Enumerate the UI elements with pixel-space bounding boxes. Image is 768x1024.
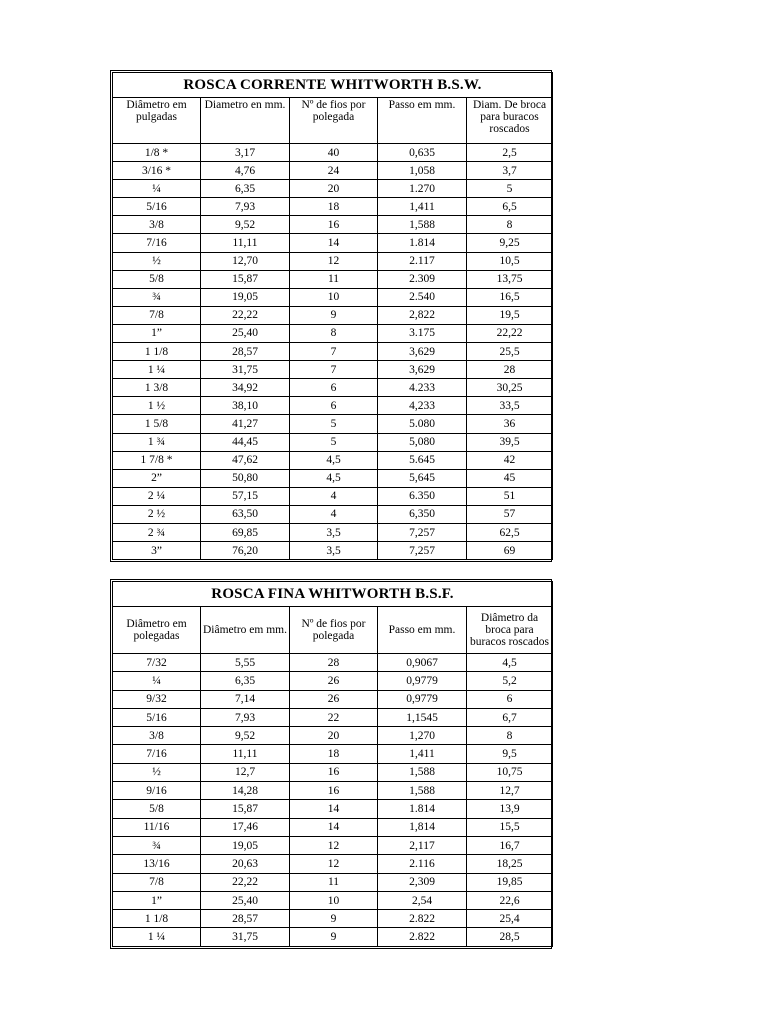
bsw-cell-diameter-mm: 38,10 [201, 397, 290, 415]
bsf-cell-diameter-inches: 7/16 [113, 745, 201, 763]
bsf-cell-pitch-mm: 0,9779 [378, 690, 467, 708]
bsf-cell-drill-diameter: 15,5 [467, 818, 553, 836]
bsf-cell-diameter-mm: 31,75 [201, 928, 290, 946]
bsw-cell-diameter-inches: 1 1/8 [113, 343, 201, 361]
bsw-cell-pitch-mm: 3.175 [378, 324, 467, 342]
bsf-cell-diameter-inches: 1 1/8 [113, 910, 201, 928]
bsw-cell-diameter-mm: 31,75 [201, 361, 290, 379]
bsw-cell-diameter-mm: 9,52 [201, 216, 290, 234]
bsw-cell-diameter-mm: 11,11 [201, 234, 290, 252]
bsw-cell-diameter-inches: 1/8 * [113, 144, 201, 162]
table-row [113, 763, 553, 781]
table-row [113, 800, 553, 818]
bsf-cell-drill-diameter: 18,25 [467, 855, 553, 873]
table-row [113, 270, 553, 288]
bsw-cell-diameter-mm: 25,40 [201, 324, 290, 342]
bsw-cell-diameter-inches: 7/16 [113, 234, 201, 252]
table-row [113, 523, 553, 541]
bsw-cell-pitch-mm: 4,233 [378, 397, 467, 415]
bsw-cell-diameter-mm: 28,57 [201, 343, 290, 361]
bsw-cell-pitch-mm: 5.645 [378, 451, 467, 469]
bsf-cell-threads-per-inch: 9 [290, 910, 378, 928]
bsw-cell-threads-per-inch: 3,5 [290, 542, 378, 560]
bsw-cell-drill-diameter: 25,5 [467, 343, 553, 361]
bsw-cell-diameter-inches: 2 ¾ [113, 523, 201, 541]
bsw-cell-pitch-mm: 2.309 [378, 270, 467, 288]
bsf-cell-threads-per-inch: 12 [290, 836, 378, 854]
bsw-cell-drill-diameter: 33,5 [467, 397, 553, 415]
bsw-cell-threads-per-inch: 4,5 [290, 451, 378, 469]
table-row [113, 180, 553, 198]
bsw-cell-pitch-mm: 2.117 [378, 252, 467, 270]
table-row [113, 708, 553, 726]
bsw-cell-drill-diameter: 42 [467, 451, 553, 469]
table-row [113, 873, 553, 891]
table-row [113, 198, 553, 216]
bsf-cell-threads-per-inch: 14 [290, 800, 378, 818]
bsw-cell-drill-diameter: 13,75 [467, 270, 553, 288]
bsw-cell-threads-per-inch: 9 [290, 306, 378, 324]
bsw-cell-drill-diameter: 9,25 [467, 234, 553, 252]
bsw-cell-threads-per-inch: 20 [290, 180, 378, 198]
bsw-cell-diameter-mm: 6,35 [201, 180, 290, 198]
bsf-cell-diameter-mm: 7,14 [201, 690, 290, 708]
table-row [113, 654, 553, 672]
bsw-cell-pitch-mm: 1,058 [378, 162, 467, 180]
bsw-cell-threads-per-inch: 5 [290, 433, 378, 451]
bsw-cell-diameter-mm: 15,87 [201, 270, 290, 288]
bsf-cell-diameter-mm: 7,93 [201, 708, 290, 726]
bsw-cell-pitch-mm: 7,257 [378, 523, 467, 541]
bsf-cell-pitch-mm: 1,1545 [378, 708, 467, 726]
bsw-cell-threads-per-inch: 40 [290, 144, 378, 162]
bsf-cell-threads-per-inch: 26 [290, 672, 378, 690]
table-row [113, 433, 553, 451]
bsf-cell-threads-per-inch: 10 [290, 891, 378, 909]
bsf-cell-diameter-inches: 3/8 [113, 727, 201, 745]
bsf-cell-drill-diameter: 4,5 [467, 654, 553, 672]
table-row [113, 891, 553, 909]
bsw-cell-diameter-mm: 47,62 [201, 451, 290, 469]
table-row [113, 672, 553, 690]
bsf-cell-drill-diameter: 19,85 [467, 873, 553, 891]
bsf-cell-pitch-mm: 2.116 [378, 855, 467, 873]
bsw-cell-drill-diameter: 30,25 [467, 379, 553, 397]
bsw-cell-drill-diameter: 10,5 [467, 252, 553, 270]
bsw-cell-pitch-mm: 6,350 [378, 505, 467, 523]
bsf-cell-pitch-mm: 1,588 [378, 763, 467, 781]
bsf-cell-drill-diameter: 28,5 [467, 928, 553, 946]
bsw-cell-threads-per-inch: 6 [290, 379, 378, 397]
bsf-cell-diameter-mm: 6,35 [201, 672, 290, 690]
bsw-cell-drill-diameter: 69 [467, 542, 553, 560]
bsf-cell-diameter-mm: 12,7 [201, 763, 290, 781]
bsw-cell-drill-diameter: 22,22 [467, 324, 553, 342]
bsw-cell-drill-diameter: 19,5 [467, 306, 553, 324]
bsf-cell-diameter-inches: 5/8 [113, 800, 201, 818]
bsw-cell-diameter-inches: 5/8 [113, 270, 201, 288]
bsf-cell-threads-per-inch: 26 [290, 690, 378, 708]
bsf-cell-threads-per-inch: 16 [290, 763, 378, 781]
bsw-cell-diameter-mm: 41,27 [201, 415, 290, 433]
bsf-cell-diameter-inches: 1 ¼ [113, 928, 201, 946]
table-row [113, 928, 553, 946]
bsw-cell-drill-diameter: 36 [467, 415, 553, 433]
bsf-cell-threads-per-inch: 18 [290, 745, 378, 763]
table-row [113, 397, 553, 415]
bsw-cell-pitch-mm: 5,080 [378, 433, 467, 451]
bsf-cell-drill-diameter: 6 [467, 690, 553, 708]
bsw-cell-pitch-mm: 1,411 [378, 198, 467, 216]
bsf-cell-drill-diameter: 25,4 [467, 910, 553, 928]
bsw-cell-diameter-inches: 1 7/8 * [113, 451, 201, 469]
table-row [113, 288, 553, 306]
bsw-cell-diameter-inches: 2 ¼ [113, 487, 201, 505]
bsw-table-title: ROSCA CORRENTE WHITWORTH B.S.W. [113, 73, 553, 98]
bsf-cell-threads-per-inch: 28 [290, 654, 378, 672]
bsw-cell-threads-per-inch: 11 [290, 270, 378, 288]
bsf-cell-pitch-mm: 2,117 [378, 836, 467, 854]
bsw-cell-threads-per-inch: 12 [290, 252, 378, 270]
bsf-cell-diameter-inches: 9/16 [113, 782, 201, 800]
bsf-cell-diameter-inches: 11/16 [113, 818, 201, 836]
bsw-cell-diameter-mm: 19,05 [201, 288, 290, 306]
bsw-cell-pitch-mm: 3,629 [378, 343, 467, 361]
bsw-cell-diameter-inches: 3” [113, 542, 201, 560]
table-row [113, 234, 553, 252]
table-row [113, 451, 553, 469]
bsw-cell-diameter-mm: 50,80 [201, 469, 290, 487]
bsf-cell-threads-per-inch: 12 [290, 855, 378, 873]
bsf-cell-threads-per-inch: 11 [290, 873, 378, 891]
bsw-cell-drill-diameter: 16,5 [467, 288, 553, 306]
bsw-cell-diameter-inches: 1 ¼ [113, 361, 201, 379]
bsf-cell-pitch-mm: 0,9067 [378, 654, 467, 672]
bsf-header-pitch-mm: Passo em mm. [378, 607, 467, 654]
bsw-cell-diameter-mm: 44,45 [201, 433, 290, 451]
bsf-cell-drill-diameter: 13,9 [467, 800, 553, 818]
table-row [113, 818, 553, 836]
bsw-cell-diameter-inches: 1 ½ [113, 397, 201, 415]
table-row [113, 379, 553, 397]
bsw-cell-diameter-inches: 7/8 [113, 306, 201, 324]
bsf-cell-pitch-mm: 2,309 [378, 873, 467, 891]
bsw-cell-threads-per-inch: 24 [290, 162, 378, 180]
bsf-cell-diameter-mm: 15,87 [201, 800, 290, 818]
bsf-cell-pitch-mm: 2.822 [378, 928, 467, 946]
bsf-header-diameter-inches: Diâmetro em polegadas [113, 607, 201, 654]
bsf-cell-diameter-inches: ¼ [113, 672, 201, 690]
bsf-thread-table [112, 581, 553, 947]
bsf-cell-diameter-inches: 13/16 [113, 855, 201, 873]
bsw-table-frame [110, 70, 552, 562]
table-row [113, 216, 553, 234]
bsf-cell-diameter-mm: 20,63 [201, 855, 290, 873]
bsw-header-drill-diameter: Diam. De broca para buracos roscados [467, 98, 553, 144]
table-row [113, 469, 553, 487]
bsw-cell-diameter-mm: 3,17 [201, 144, 290, 162]
bsw-cell-drill-diameter: 8 [467, 216, 553, 234]
bsf-table-frame [110, 579, 552, 949]
bsf-cell-diameter-mm: 19,05 [201, 836, 290, 854]
bsw-cell-diameter-mm: 63,50 [201, 505, 290, 523]
table-row [113, 162, 553, 180]
bsw-cell-drill-diameter: 2,5 [467, 144, 553, 162]
table-row [113, 745, 553, 763]
bsf-cell-pitch-mm: 1,588 [378, 782, 467, 800]
bsw-cell-threads-per-inch: 7 [290, 361, 378, 379]
bsw-header-threads-per-inch: Nº de fios por polegada [290, 98, 378, 144]
bsw-cell-diameter-inches: 3/16 * [113, 162, 201, 180]
bsw-cell-pitch-mm: 0,635 [378, 144, 467, 162]
bsf-cell-diameter-inches: 9/32 [113, 690, 201, 708]
table-row [113, 306, 553, 324]
bsf-cell-diameter-inches: ½ [113, 763, 201, 781]
bsf-header-diameter-mm: Diâmetro em mm. [201, 607, 290, 654]
bsw-cell-threads-per-inch: 16 [290, 216, 378, 234]
bsw-cell-drill-diameter: 28 [467, 361, 553, 379]
bsw-cell-threads-per-inch: 6 [290, 397, 378, 415]
bsw-cell-drill-diameter: 5 [467, 180, 553, 198]
table-row [113, 252, 553, 270]
bsw-cell-threads-per-inch: 8 [290, 324, 378, 342]
bsw-cell-pitch-mm: 1.270 [378, 180, 467, 198]
bsf-cell-pitch-mm: 1.814 [378, 800, 467, 818]
bsw-cell-threads-per-inch: 10 [290, 288, 378, 306]
bsf-cell-drill-diameter: 8 [467, 727, 553, 745]
bsw-cell-diameter-mm: 22,22 [201, 306, 290, 324]
bsw-cell-diameter-inches: ¼ [113, 180, 201, 198]
bsw-cell-diameter-inches: 1 3/8 [113, 379, 201, 397]
bsw-cell-diameter-mm: 76,20 [201, 542, 290, 560]
bsw-cell-drill-diameter: 45 [467, 469, 553, 487]
bsf-cell-drill-diameter: 12,7 [467, 782, 553, 800]
table-row [113, 542, 553, 560]
bsw-cell-pitch-mm: 6.350 [378, 487, 467, 505]
bsw-cell-diameter-inches: 1 5/8 [113, 415, 201, 433]
bsf-cell-diameter-mm: 5,55 [201, 654, 290, 672]
bsw-cell-diameter-mm: 69,85 [201, 523, 290, 541]
bsw-cell-drill-diameter: 51 [467, 487, 553, 505]
bsw-cell-drill-diameter: 6,5 [467, 198, 553, 216]
bsf-cell-drill-diameter: 9,5 [467, 745, 553, 763]
bsf-cell-threads-per-inch: 9 [290, 928, 378, 946]
bsf-cell-diameter-mm: 22,22 [201, 873, 290, 891]
bsf-cell-diameter-mm: 17,46 [201, 818, 290, 836]
bsw-cell-diameter-inches: 1” [113, 324, 201, 342]
bsf-cell-threads-per-inch: 22 [290, 708, 378, 726]
table-row [113, 855, 553, 873]
bsw-cell-threads-per-inch: 7 [290, 343, 378, 361]
bsw-cell-diameter-inches: 5/16 [113, 198, 201, 216]
bsf-cell-drill-diameter: 6,7 [467, 708, 553, 726]
bsf-cell-pitch-mm: 1,411 [378, 745, 467, 763]
bsf-cell-pitch-mm: 1,814 [378, 818, 467, 836]
table-row [113, 415, 553, 433]
table-row [113, 910, 553, 928]
table-row [113, 727, 553, 745]
bsw-cell-pitch-mm: 5,645 [378, 469, 467, 487]
bsf-cell-threads-per-inch: 16 [290, 782, 378, 800]
bsw-cell-pitch-mm: 7,257 [378, 542, 467, 560]
bsf-cell-diameter-inches: 1” [113, 891, 201, 909]
bsw-cell-threads-per-inch: 3,5 [290, 523, 378, 541]
table-row [113, 836, 553, 854]
table-row [113, 343, 553, 361]
bsw-cell-pitch-mm: 3,629 [378, 361, 467, 379]
bsw-cell-threads-per-inch: 5 [290, 415, 378, 433]
bsw-cell-diameter-inches: ½ [113, 252, 201, 270]
bsf-cell-diameter-inches: 7/32 [113, 654, 201, 672]
bsw-cell-drill-diameter: 39,5 [467, 433, 553, 451]
table-row [113, 782, 553, 800]
bsw-cell-diameter-inches: ¾ [113, 288, 201, 306]
bsf-cell-drill-diameter: 5,2 [467, 672, 553, 690]
table-row [113, 487, 553, 505]
bsw-cell-pitch-mm: 1.814 [378, 234, 467, 252]
bsf-header-drill-diameter: Diâmetro da broca para buracos roscados [467, 607, 553, 654]
bsw-thread-table [112, 72, 553, 560]
bsw-cell-diameter-inches: 1 ¾ [113, 433, 201, 451]
bsw-cell-threads-per-inch: 4 [290, 505, 378, 523]
bsw-header-pitch-mm: Passo em mm. [378, 98, 467, 144]
bsw-cell-diameter-mm: 12,70 [201, 252, 290, 270]
table-row [113, 324, 553, 342]
table-row [113, 361, 553, 379]
bsf-cell-pitch-mm: 1,270 [378, 727, 467, 745]
bsw-cell-diameter-mm: 4,76 [201, 162, 290, 180]
bsw-cell-diameter-mm: 34,92 [201, 379, 290, 397]
bsf-cell-drill-diameter: 22,6 [467, 891, 553, 909]
bsw-cell-diameter-mm: 7,93 [201, 198, 290, 216]
bsw-cell-drill-diameter: 62,5 [467, 523, 553, 541]
bsf-cell-pitch-mm: 0,9779 [378, 672, 467, 690]
bsw-cell-pitch-mm: 2.540 [378, 288, 467, 306]
bsw-cell-drill-diameter: 57 [467, 505, 553, 523]
bsf-cell-diameter-mm: 14,28 [201, 782, 290, 800]
bsf-cell-diameter-mm: 11,11 [201, 745, 290, 763]
bsf-cell-drill-diameter: 10,75 [467, 763, 553, 781]
bsw-cell-pitch-mm: 5.080 [378, 415, 467, 433]
bsf-cell-threads-per-inch: 20 [290, 727, 378, 745]
table-row [113, 505, 553, 523]
bsw-cell-diameter-mm: 57,15 [201, 487, 290, 505]
bsf-cell-diameter-inches: ¾ [113, 836, 201, 854]
bsw-cell-threads-per-inch: 14 [290, 234, 378, 252]
bsf-cell-diameter-inches: 7/8 [113, 873, 201, 891]
bsf-cell-pitch-mm: 2,54 [378, 891, 467, 909]
bsw-header-diameter-inches: Diâmetro em pulgadas [113, 98, 201, 144]
bsf-table-title: ROSCA FINA WHITWORTH B.S.F. [113, 582, 553, 607]
bsw-cell-threads-per-inch: 4 [290, 487, 378, 505]
bsw-cell-pitch-mm: 1,588 [378, 216, 467, 234]
bsw-cell-threads-per-inch: 4,5 [290, 469, 378, 487]
bsw-cell-drill-diameter: 3,7 [467, 162, 553, 180]
bsw-cell-diameter-inches: 2 ½ [113, 505, 201, 523]
bsf-cell-diameter-mm: 28,57 [201, 910, 290, 928]
bsw-cell-threads-per-inch: 18 [290, 198, 378, 216]
bsf-cell-diameter-mm: 9,52 [201, 727, 290, 745]
table-row [113, 144, 553, 162]
bsf-cell-drill-diameter: 16,7 [467, 836, 553, 854]
bsf-cell-diameter-mm: 25,40 [201, 891, 290, 909]
bsf-cell-diameter-inches: 5/16 [113, 708, 201, 726]
bsf-cell-threads-per-inch: 14 [290, 818, 378, 836]
table-row [113, 690, 553, 708]
bsw-cell-pitch-mm: 2,822 [378, 306, 467, 324]
bsf-header-threads-per-inch: Nº de fios por polegada [290, 607, 378, 654]
bsw-cell-pitch-mm: 4.233 [378, 379, 467, 397]
bsw-cell-diameter-inches: 3/8 [113, 216, 201, 234]
bsw-header-diameter-mm: Diametro en mm. [201, 98, 290, 144]
bsw-cell-diameter-inches: 2” [113, 469, 201, 487]
bsf-cell-pitch-mm: 2.822 [378, 910, 467, 928]
